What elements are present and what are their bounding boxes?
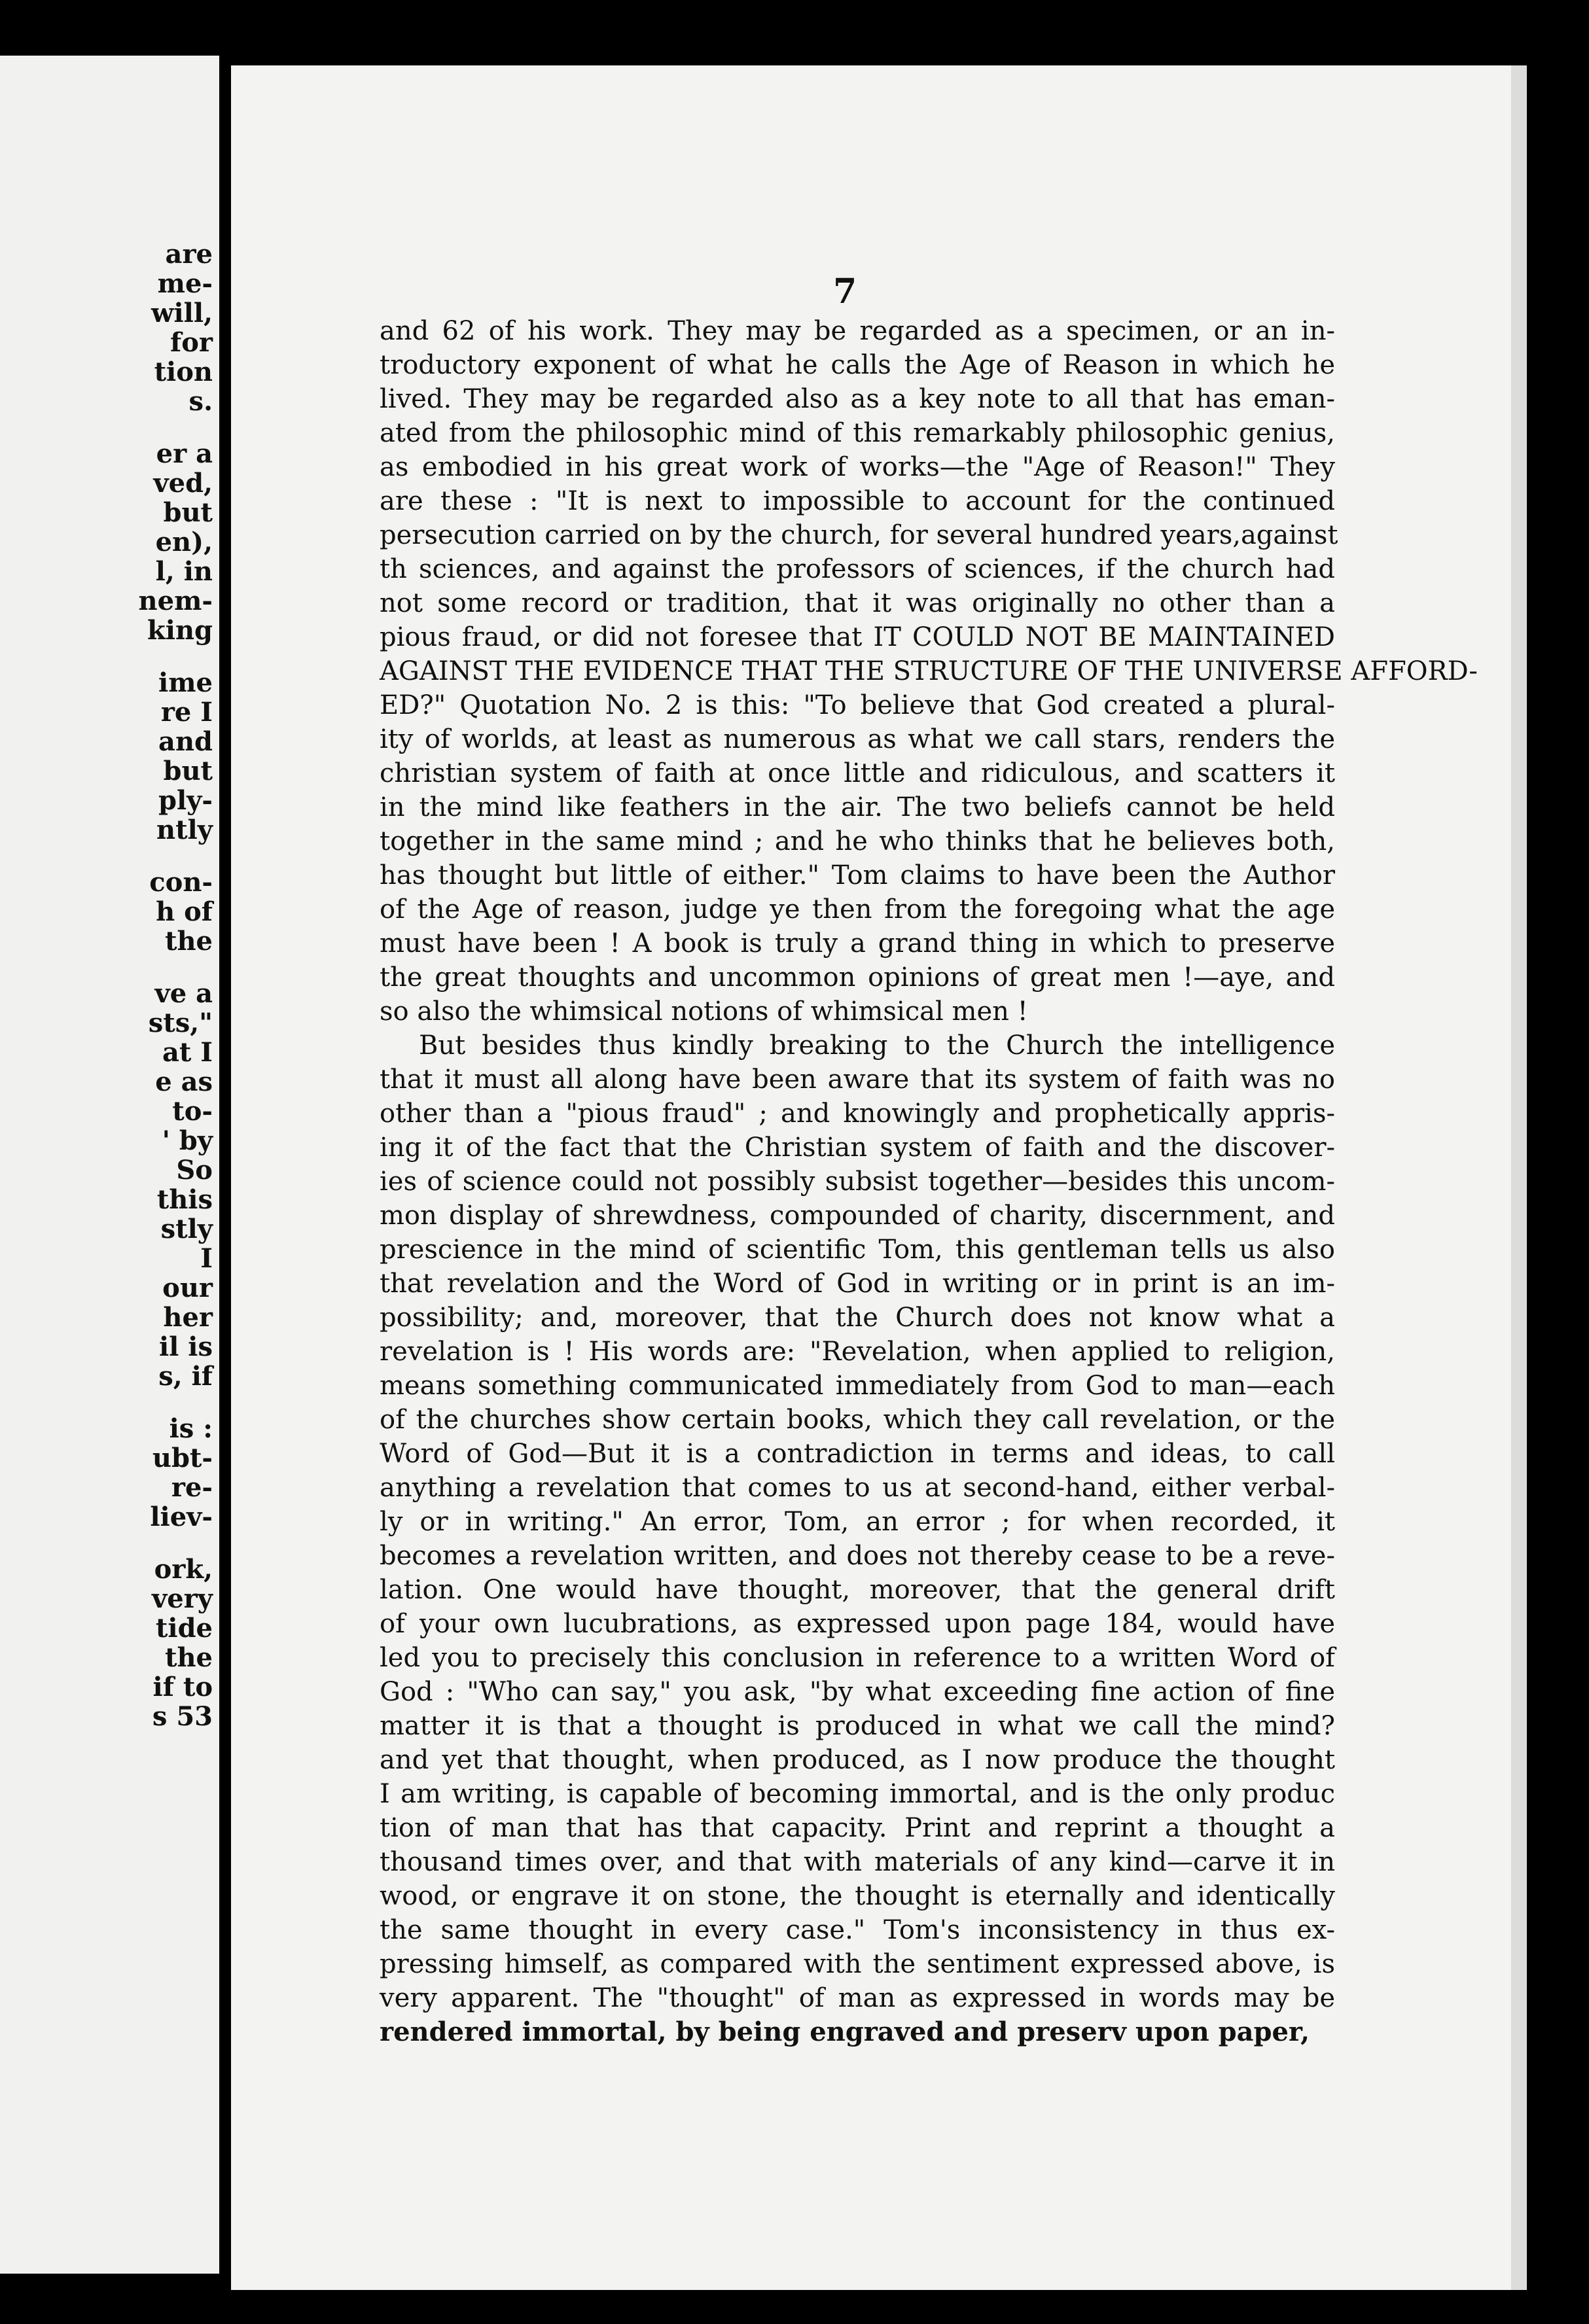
text-line: lation. One would have thought, moreover, that the general drift xyxy=(380,1575,1335,1605)
left-page-fragment: are xyxy=(165,239,213,270)
text-line: that it must all along have been aware that its system of faith was no xyxy=(380,1065,1335,1095)
text-line: are these : "It is next to impossible to account for the continued xyxy=(380,486,1335,516)
left-facing-page xyxy=(0,56,219,2274)
text-line: ated from the philosophic mind of this remarkably philosophic genius, xyxy=(380,418,1335,448)
text-line: But besides thus kindly breaking to the Church the intelligence xyxy=(419,1030,1335,1061)
text-line: mon display of shrewdness, compounded of charity, discernment, and xyxy=(380,1201,1335,1231)
left-page-fragment: the xyxy=(164,926,213,957)
text-line: I am writing, is capable of becoming immortal, and is the only produc xyxy=(380,1779,1335,1809)
left-page-fragment: er a xyxy=(156,438,213,469)
text-line: of the Age of reason, judge ye then from the foregoing what the age xyxy=(380,894,1335,924)
left-page-fragment: for xyxy=(170,327,213,358)
text-line: ED?" Quotation No. 2 is this: "To believe that God created a plural- xyxy=(380,690,1335,720)
left-page-fragment: ply- xyxy=(158,785,213,816)
left-page-fragment: this xyxy=(156,1184,213,1215)
text-line: AGAINST THE EVIDENCE THAT THE STRUCTURE OF THE UNIVERSE AFFORD- xyxy=(380,656,1478,686)
text-line: other than a "pious fraud" ; and knowingly and prophetically appris- xyxy=(380,1099,1335,1129)
book-gutter xyxy=(219,52,231,2277)
text-line: of the churches show certain books, which they call revelation, or the xyxy=(380,1405,1335,1435)
page-number: 7 xyxy=(833,272,857,311)
left-page-fragment: ime xyxy=(158,667,213,698)
text-line: and 62 of his work. They may be regarded as a specimen, or an in- xyxy=(380,316,1335,346)
text-line: must have been ! A book is truly a grand thing in which to preserve xyxy=(380,928,1335,959)
left-page-fragment: stly xyxy=(160,1214,213,1244)
text-line: ies of science could not possibly subsist together—besides this uncom- xyxy=(380,1167,1335,1197)
left-page-fragment: con- xyxy=(149,867,213,898)
text-line: lived. They may be regarded also as a key note to all that has eman- xyxy=(380,384,1335,414)
left-page-fragment: s. xyxy=(188,386,213,417)
body-text xyxy=(380,314,1478,2049)
left-page-fragment: s, if xyxy=(158,1361,213,1392)
text-line: becomes a revelation written, and does not thereby cease to be a reve- xyxy=(380,1541,1335,1571)
left-page-fragment: il is xyxy=(158,1331,213,1362)
left-page-fragment: liev- xyxy=(150,1502,213,1532)
text-line: in the mind like feathers in the air. The two beliefs cannot be held xyxy=(380,792,1335,822)
left-page-fragment: very xyxy=(151,1583,213,1614)
text-line: tion of man that has that capacity. Print and reprint a thought a xyxy=(380,1813,1335,1843)
left-page-fragment: the xyxy=(164,1642,213,1673)
text-line: prescience in the mind of scientific Tom, this gentleman tells us also xyxy=(380,1235,1335,1265)
text-line: together in the same mind ; and he who thinks that he believes both, xyxy=(380,826,1335,856)
left-page-fragment: but xyxy=(163,756,213,786)
text-line: has thought but little of either." Tom claims to have been the Author xyxy=(380,860,1335,890)
left-page-fragment: king xyxy=(147,615,213,646)
left-page-fragment: So xyxy=(176,1155,213,1186)
left-page-fragment: en), xyxy=(155,527,213,557)
text-line: means something communicated immediately from God to man—each xyxy=(380,1371,1335,1401)
left-page-fragment: will, xyxy=(151,298,213,328)
left-page-fragment: ork, xyxy=(154,1554,213,1585)
text-line: pious fraud, or did not foresee that IT COULD NOT BE MAINTAINED xyxy=(380,622,1335,652)
text-line: pressing himself, as compared with the sentiment expressed above, is xyxy=(380,1949,1335,1979)
text-line: led you to precisely this conclusion in reference to a written Word of xyxy=(380,1643,1335,1673)
left-page-fragment: tion xyxy=(154,357,213,387)
right-page xyxy=(231,65,1527,2290)
left-page-fragment: ubt- xyxy=(152,1443,213,1473)
left-page-fragment: nem- xyxy=(138,586,213,616)
text-line: God : "Who can say," you ask, "by what exceeding fine action of fine xyxy=(380,1677,1335,1707)
text-line: that revelation and the Word of God in writing or in print is an im- xyxy=(380,1269,1335,1299)
text-line: as embodied in his great work of works—the "Age of Reason!" They xyxy=(380,452,1335,482)
left-page-fragment: me- xyxy=(157,268,213,299)
text-line: of your own lucubrations, as expressed upon page 184, would have xyxy=(380,1609,1335,1639)
left-page-fragment: our xyxy=(162,1273,213,1303)
text-line: Word of God—But it is a contradiction in terms and ideas, to call xyxy=(380,1439,1335,1469)
text-line: matter it is that a thought is produced in what we call the mind? xyxy=(380,1711,1335,1741)
left-page-fragment: but xyxy=(163,497,213,528)
text-line: possibility; and, moreover, that the Church does not know what a xyxy=(380,1303,1335,1333)
left-page-fragment: I xyxy=(200,1243,213,1274)
left-page-fragment: re I xyxy=(160,697,213,728)
left-page-fragment: and xyxy=(158,726,213,757)
left-page-fragment: ' by xyxy=(162,1125,213,1156)
left-page-fragment: ved, xyxy=(153,468,213,499)
left-page-fragment: if to xyxy=(152,1672,213,1702)
left-page-fragment: tide xyxy=(155,1613,213,1644)
left-page-fragment: h of xyxy=(156,896,213,927)
left-page-fragment: l, in xyxy=(155,556,213,587)
text-line: wood, or engrave it on stone, the thought is eternally and identically xyxy=(380,1881,1335,1911)
text-line: the great thoughts and uncommon opinions of great men !—aye, and xyxy=(380,962,1335,993)
text-line: not some record or tradition, that it was originally no other than a xyxy=(380,588,1335,618)
text-line: revelation is ! His words are: "Revelation, when applied to religion, xyxy=(380,1337,1335,1367)
text-line: very apparent. The "thought" of man as expressed in words may be xyxy=(380,1983,1335,2013)
text-line: ity of worlds, at least as numerous as what we call stars, renders the xyxy=(380,724,1335,754)
text-line: troductory exponent of what he calls the Age of Reason in which he xyxy=(380,350,1335,380)
text-line: and yet that thought, when produced, as I now produce the thought xyxy=(380,1745,1335,1775)
left-page-fragment: is : xyxy=(169,1413,213,1444)
left-page-fragment: e as xyxy=(155,1066,213,1097)
left-page-fragment: her xyxy=(163,1302,213,1333)
left-page-fragment: ve a xyxy=(154,978,213,1009)
left-page-fragment: at I xyxy=(162,1037,213,1068)
text-line: persecution carried on by the church, for several hundred years,against xyxy=(380,520,1338,550)
text-line: ing it of the fact that the Christian system of faith and the discover- xyxy=(380,1133,1335,1163)
text-line: the same thought in every case." Tom's inconsistency in thus ex- xyxy=(380,1915,1335,1945)
text-line: christian system of faith at once little and ridiculous, and scatters it xyxy=(380,758,1335,788)
left-page-fragment: re- xyxy=(171,1472,213,1503)
text-line: th sciences, and against the professors of sciences, if the church had xyxy=(380,554,1335,584)
text-line: thousand times over, and that with materials of any kind—carve it in xyxy=(380,1847,1335,1877)
text-line: ly or in writing." An error, Tom, an error ; for when recorded, it xyxy=(380,1507,1335,1537)
left-page-fragment: ntly xyxy=(156,815,213,845)
left-page-fragment: sts," xyxy=(148,1008,213,1038)
left-page-fragment: to- xyxy=(172,1096,213,1127)
text-line: rendered immortal, by being engraved and preserv upon paper, xyxy=(380,2016,1310,2047)
text-line: anything a revelation that comes to us at second-hand, either verbal- xyxy=(380,1473,1335,1503)
left-page-fragment: s 53 xyxy=(152,1701,213,1732)
text-line: so also the whimsical notions of whimsical men ! xyxy=(380,996,1028,1027)
